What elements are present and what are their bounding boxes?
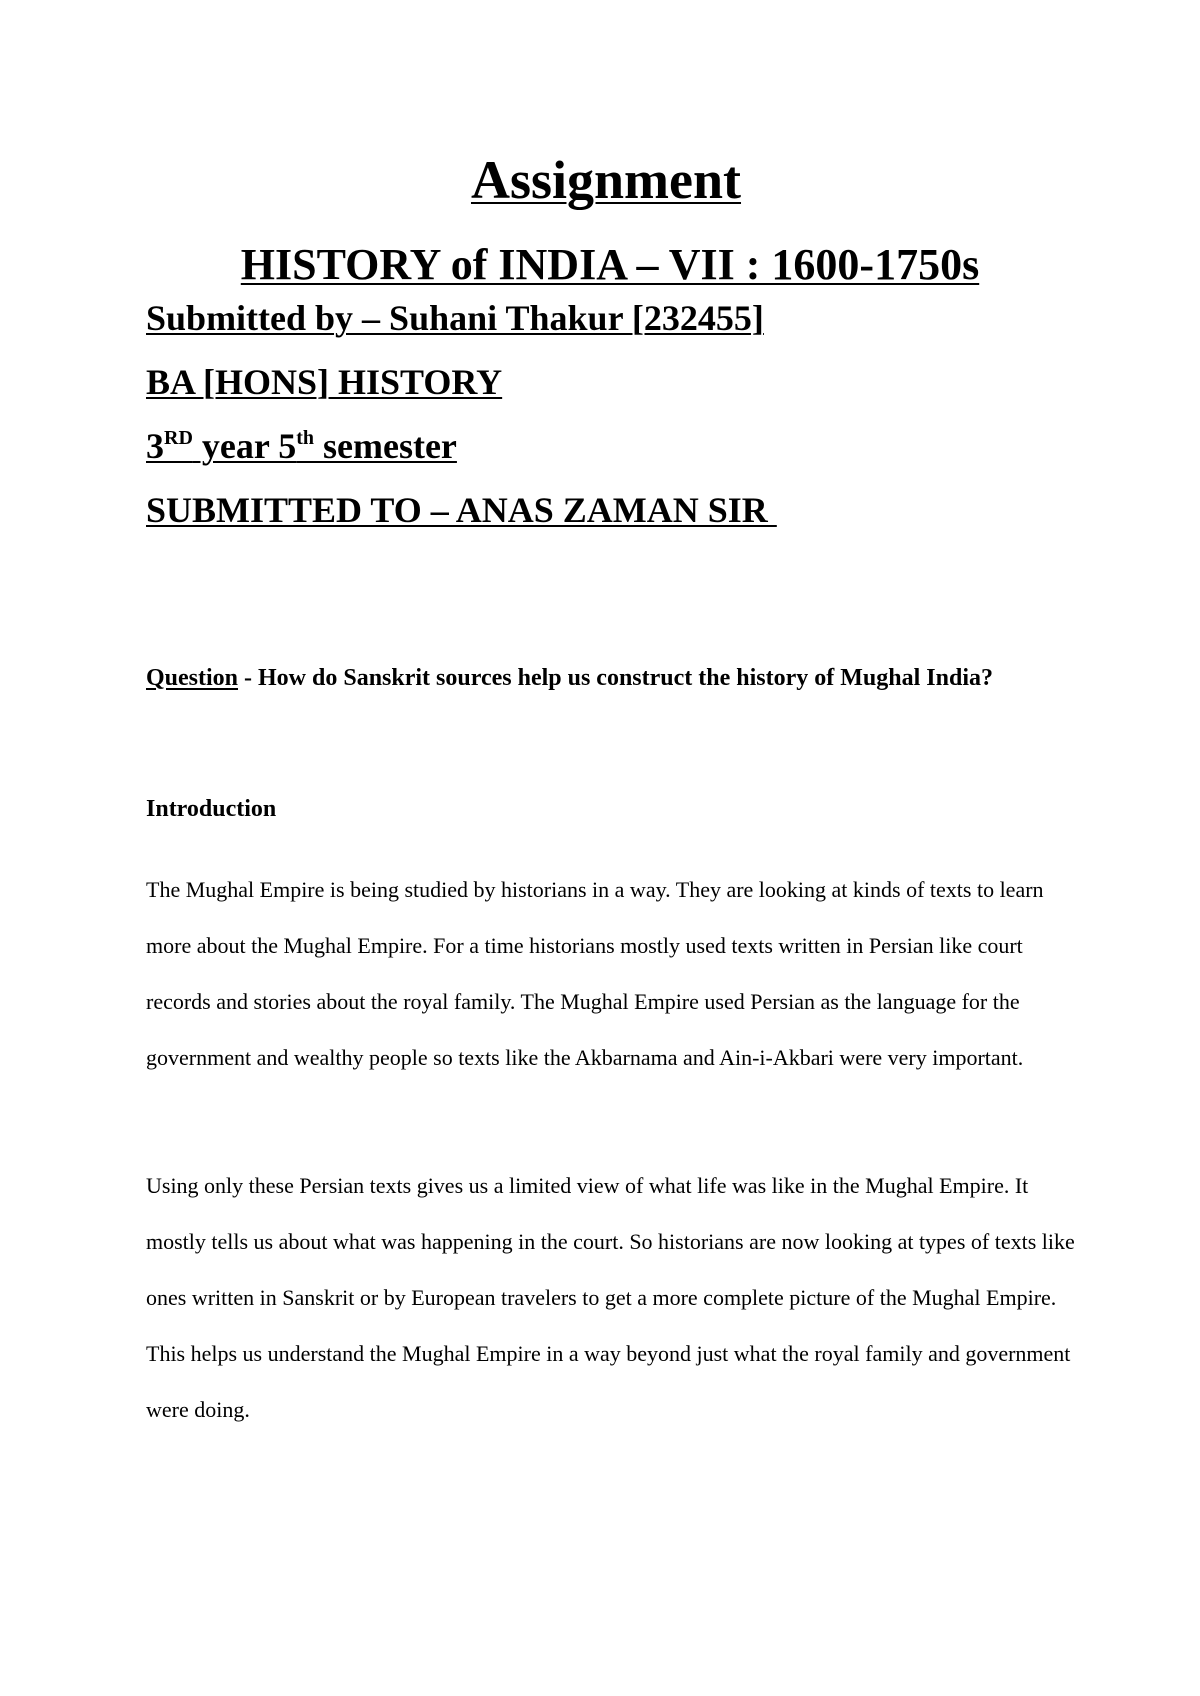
year-ordinal-suffix: RD bbox=[164, 427, 193, 449]
question-label: Question bbox=[146, 665, 239, 691]
course-title: HISTORY of INDIA – VII : 1600-1750s bbox=[240, 240, 980, 289]
intro-paragraph-2: Using only these Persian texts gives us a limited view of what life was like in the Mughal Empire. It mostly tells us about what was happening in the court. So historians are now looking at types of texts like ones written in Sanskrit or by European travelers to get a more complete picture of the Mughal Empire. This helps us understand the Mughal Empire in a way beyond just what the royal family and government were doing. bbox=[146, 1173, 1075, 1422]
document-title: Assignment bbox=[470, 150, 742, 210]
program-line: BA [HONS] HISTORY bbox=[146, 362, 503, 402]
introduction-heading: Introduction bbox=[146, 796, 277, 822]
semester-ordinal-suffix: th bbox=[296, 427, 314, 449]
question-text: - How do Sanskrit sources help us construct the history of Mughal India? bbox=[238, 665, 993, 691]
submitted-by-line: Submitted by – Suhani Thakur [232455] bbox=[146, 298, 764, 338]
semester-word: semester bbox=[314, 426, 457, 466]
question-block bbox=[146, 646, 1076, 711]
year-word: year 5 bbox=[192, 426, 297, 466]
intro-paragraph-1: The Mughal Empire is being studied by historians in a way. They are looking at kinds of texts to learn more about the Mughal Empire. For a time historians mostly used texts written in Persian like court records and stories about the royal family. The Mughal Empire used Persian as the language for the government and wealthy people so texts like the Akbarnama and Ain-i-Akbari were very important. bbox=[146, 877, 1044, 1070]
year-semester-line bbox=[146, 424, 457, 468]
submitted-to-line: SUBMITTED TO – ANAS ZAMAN SIR bbox=[146, 490, 777, 530]
year-number: 3 bbox=[146, 426, 164, 466]
